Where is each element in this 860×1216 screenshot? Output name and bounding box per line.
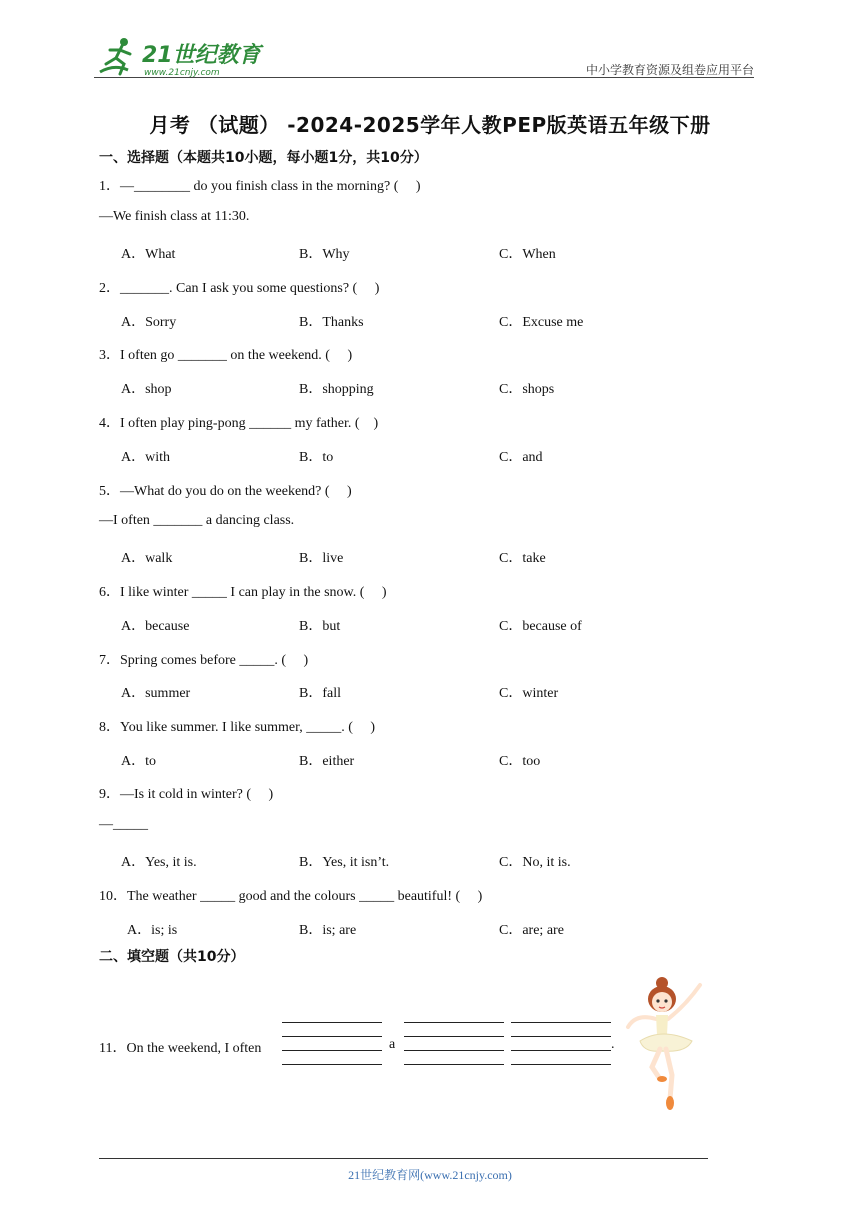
question-6-stem: 6．I like winter _____ I can play in the snow. ( ) [99, 585, 387, 600]
question-5-stem: 5．—What do you do on the weekend? ( ) [99, 484, 352, 499]
question-1-option-a: A．What [121, 247, 176, 262]
question-4-option-c: C．and [499, 450, 543, 465]
runner-icon [100, 38, 130, 74]
header-platform-text: 中小学教育资源及组卷应用平台 [585, 63, 754, 77]
question-5-option-b: B．live [299, 551, 344, 566]
question-1-option-c: C．When [499, 247, 556, 262]
question-4-stem: 4．I often play ping-pong ______ my father. ( ) [99, 416, 379, 431]
question-5-extra: —I often _______ a dancing class. [99, 513, 295, 528]
answer-blank-2[interactable] [404, 1022, 504, 1064]
question-2-option-b: B．Thanks [299, 315, 364, 330]
question-3-stem: 3．I often go _______ on the weekend. ( ) [99, 348, 353, 363]
question-7-option-c: C．winter [499, 686, 559, 701]
question-7-option-a: A．summer [121, 686, 191, 701]
logo-text: 21世纪教育 [142, 43, 261, 68]
question-9-option-b: B．Yes, it isn’t. [299, 855, 390, 870]
question-9-option-c: C．No, it is. [499, 855, 571, 870]
question-11-period: . [611, 1037, 615, 1052]
question-9-option-a: A．Yes, it is. [121, 855, 197, 870]
question-11-stem: 11．On the weekend, I often [99, 1041, 262, 1056]
logo-url: www.21cnjy.com [144, 68, 220, 78]
page-title: 月考 （试题） -2024-2025学年人教PEP版英语五年级下册 [149, 113, 711, 137]
question-6-option-c: C．because of [499, 619, 582, 634]
question-6-option-b: B．but [299, 619, 341, 634]
question-3-option-c: C．shops [499, 382, 555, 397]
question-10-option-a: A．is; is [127, 923, 178, 938]
question-10-stem: 10．The weather _____ good and the colours _____ beautiful! ( ) [99, 889, 483, 904]
question-9-stem: 9．—Is it cold in winter? ( ) [99, 787, 274, 802]
section-heading-fill: 二、填空题（共10分） [99, 949, 245, 965]
question-11-mid-word: a [389, 1037, 396, 1052]
question-5-option-c: C．take [499, 551, 546, 566]
footer-site[interactable]: 21世纪教育网(www.21cnjy.com) [348, 1168, 512, 1182]
question-3-option-b: B．shopping [299, 382, 374, 397]
question-1-option-b: B．Why [299, 247, 350, 262]
question-10-option-b: B．is; are [299, 923, 357, 938]
question-1-extra: —We finish class at 11:30. [99, 209, 250, 224]
answer-blank-1[interactable] [282, 1022, 382, 1064]
question-1-stem: 1．—________ do you finish class in the morning? ( ) [99, 179, 421, 194]
ballerina-icon [622, 975, 708, 1113]
footer-rule [99, 1158, 708, 1159]
question-2-option-c: C．Excuse me [499, 315, 584, 330]
question-7-stem: 7．Spring comes before _____. ( ) [99, 653, 309, 668]
question-8-option-b: B．either [299, 754, 355, 769]
question-9-extra: —_____ [99, 817, 148, 832]
answer-blank-3[interactable] [511, 1022, 611, 1064]
question-2-stem: 2．_______. Can I ask you some questions? ( ) [99, 281, 380, 296]
question-7-option-b: B．fall [299, 686, 341, 701]
question-8-option-c: C．too [499, 754, 541, 769]
question-5-option-a: A．walk [121, 551, 173, 566]
question-4-option-b: B．to [299, 450, 334, 465]
question-4-option-a: A．with [121, 450, 170, 465]
question-3-option-a: A．shop [121, 382, 172, 397]
question-8-option-a: A．to [121, 754, 156, 769]
question-2-option-a: A．Sorry [121, 315, 177, 330]
question-6-option-a: A．because [121, 619, 190, 634]
section-heading-choice: 一、选择题（本题共10小题，每小题1分，共10分） [99, 150, 428, 166]
site-logo [94, 34, 264, 80]
question-10-option-c: C．are; are [499, 923, 564, 938]
question-8-stem: 8．You like summer. I like summer, _____. ( ) [99, 720, 376, 735]
header-rule [94, 77, 754, 78]
